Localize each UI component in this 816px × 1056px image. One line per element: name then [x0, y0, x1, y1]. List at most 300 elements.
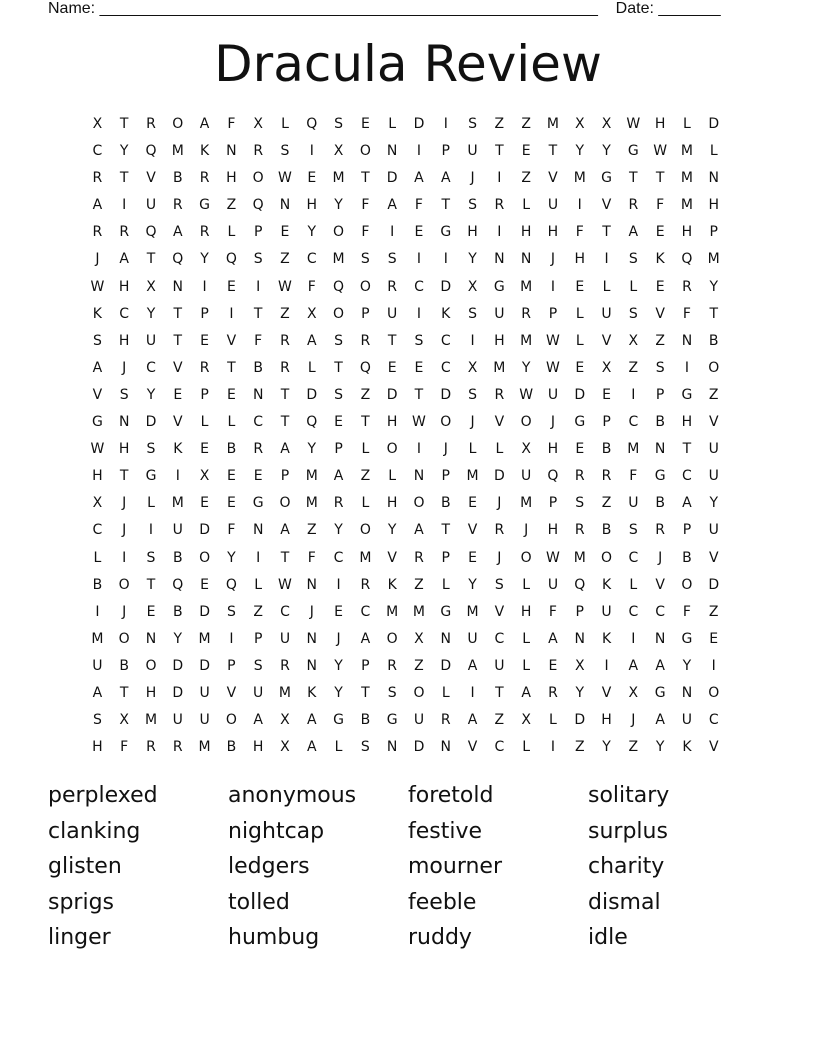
- grid-letter: I: [416, 251, 422, 268]
- grid-letter: V: [601, 197, 612, 214]
- grid-letter: J: [524, 522, 529, 539]
- grid-letter: R: [333, 495, 344, 512]
- grid-letter: C: [146, 359, 156, 376]
- grid-letter: D: [306, 386, 318, 403]
- grid-letter: Z: [521, 170, 531, 187]
- grid-letter: N: [440, 630, 451, 647]
- grid-letter: M: [144, 712, 158, 729]
- grid-letter: C: [440, 332, 451, 349]
- grid-letter: I: [229, 630, 234, 647]
- grid-letter: P: [334, 441, 343, 458]
- grid-letter: R: [172, 739, 183, 756]
- grid-letter: T: [280, 414, 290, 431]
- grid-letter: W: [412, 414, 426, 431]
- grid-letter: X: [601, 359, 612, 376]
- grid-letter: F: [575, 224, 584, 241]
- grid-letter: O: [359, 143, 371, 160]
- grid-letter: S: [253, 251, 263, 268]
- grid-letter: I: [550, 278, 556, 295]
- grid-letter: N: [494, 251, 505, 268]
- grid-letter: L: [200, 414, 209, 431]
- grid-letter: D: [440, 657, 452, 674]
- grid-letter: F: [682, 603, 691, 620]
- grid-letter: Y: [307, 441, 317, 458]
- grid-letter: D: [440, 278, 452, 295]
- grid-letter: W: [626, 116, 641, 132]
- grid-letter: O: [413, 495, 425, 512]
- word-bank-item: linger: [48, 925, 111, 950]
- grid-letter: O: [333, 305, 345, 322]
- grid-letter: C: [682, 468, 692, 485]
- grid-letter: C: [92, 522, 103, 539]
- grid-letter: I: [684, 359, 689, 376]
- grid-letter: C: [119, 305, 130, 322]
- grid-letter: V: [708, 414, 719, 431]
- grid-letter: J: [122, 603, 127, 620]
- grid-letter: T: [495, 143, 504, 160]
- grid-letter: C: [494, 630, 505, 647]
- grid-letter: X: [467, 359, 478, 376]
- grid-letter: F: [254, 332, 263, 349]
- grid-letter: J: [122, 359, 127, 376]
- grid-letter: M: [305, 495, 318, 512]
- grid-letter: F: [414, 197, 423, 214]
- grid-letter: D: [708, 576, 720, 593]
- grid-letter: B: [655, 495, 665, 512]
- grid-letter: L: [602, 278, 611, 295]
- grid-letter: M: [520, 495, 533, 512]
- grid-letter: R: [92, 224, 103, 241]
- word-bank: [48, 780, 768, 958]
- grid-letter: O: [118, 576, 130, 593]
- grid-letter: U: [253, 684, 264, 701]
- grid-letter: C: [708, 712, 719, 729]
- grid-letter: S: [575, 495, 585, 512]
- grid-letter: Y: [682, 657, 692, 674]
- grid-letter: W: [90, 441, 105, 458]
- grid-letter: T: [655, 170, 665, 187]
- grid-letter: M: [171, 143, 184, 160]
- grid-letter: P: [361, 305, 370, 322]
- grid-letter: O: [708, 684, 720, 701]
- grid-letter: Y: [602, 143, 611, 160]
- grid-letter: T: [548, 143, 558, 160]
- grid-letter: P: [548, 305, 558, 322]
- grid-letter: I: [497, 224, 502, 241]
- grid-letter: M: [198, 630, 211, 647]
- word-search-grid: [84, 114, 727, 764]
- grid-letter: N: [574, 630, 585, 647]
- grid-letter: E: [334, 414, 343, 431]
- grid-letter: B: [682, 549, 692, 566]
- grid-letter: F: [307, 278, 316, 295]
- grid-letter: Z: [253, 603, 263, 620]
- grid-letter: O: [279, 495, 291, 512]
- grid-letter: Q: [252, 197, 264, 214]
- grid-letter: E: [575, 359, 585, 376]
- grid-letter: P: [441, 549, 450, 566]
- grid-letter: V: [226, 684, 237, 701]
- grid-letter: M: [278, 684, 292, 701]
- grid-letter: S: [387, 684, 397, 701]
- grid-letter: X: [467, 278, 478, 295]
- grid-letter: B: [708, 332, 719, 349]
- grid-letter: I: [390, 224, 395, 241]
- grid-letter: N: [386, 739, 398, 756]
- grid-letter: J: [497, 549, 502, 566]
- grid-letter: O: [333, 224, 345, 241]
- grid-letter: N: [306, 630, 318, 647]
- word-bank-item: festive: [408, 818, 483, 844]
- grid-letter: H: [547, 441, 559, 458]
- grid-letter: S: [468, 305, 477, 322]
- grid-letter: C: [655, 603, 666, 620]
- grid-letter: W: [278, 576, 292, 593]
- grid-letter: R: [280, 359, 290, 376]
- grid-letter: T: [173, 305, 183, 322]
- grid-letter: H: [654, 116, 666, 132]
- grid-letter: R: [119, 224, 130, 241]
- grid-letter: G: [440, 603, 452, 620]
- grid-letter: T: [119, 116, 129, 132]
- grid-letter: C: [253, 414, 264, 431]
- grid-letter: M: [386, 603, 399, 620]
- grid-letter: L: [441, 684, 450, 701]
- grid-letter: P: [575, 603, 584, 620]
- grid-letter: Q: [225, 251, 237, 268]
- grid-letter: C: [280, 603, 290, 620]
- grid-letter: E: [575, 441, 585, 458]
- word-bank-item: solitary: [588, 783, 670, 808]
- grid-letter: Y: [334, 684, 343, 701]
- grid-letter: T: [361, 684, 370, 701]
- grid-letter: F: [656, 197, 665, 214]
- grid-letter: I: [309, 143, 314, 160]
- grid-letter: H: [708, 197, 719, 214]
- grid-letter: T: [227, 359, 236, 376]
- grid-letter: P: [709, 224, 718, 241]
- grid-letter: S: [146, 549, 156, 566]
- grid-letter: J: [336, 630, 341, 647]
- grid-letter: H: [547, 224, 559, 241]
- grid-letter: R: [414, 549, 424, 566]
- grid-letter: K: [92, 305, 102, 322]
- grid-letter: E: [226, 386, 236, 403]
- grid-letter: R: [360, 332, 371, 349]
- grid-letter: S: [226, 603, 236, 620]
- grid-letter: J: [497, 495, 502, 512]
- grid-letter: Z: [280, 251, 290, 268]
- grid-letter: Z: [414, 576, 424, 593]
- grid-letter: L: [522, 739, 531, 756]
- grid-letter: A: [360, 630, 371, 647]
- grid-letter: S: [280, 143, 290, 160]
- grid-letter: J: [470, 414, 475, 431]
- grid-letter: Z: [521, 116, 531, 132]
- grid-letter: E: [387, 359, 397, 376]
- grid-letter: Q: [333, 278, 345, 295]
- grid-letter: W: [519, 386, 534, 403]
- grid-letter: M: [680, 143, 693, 160]
- grid-letter: Y: [200, 251, 209, 268]
- grid-letter: T: [629, 170, 638, 187]
- grid-letter: V: [708, 739, 719, 756]
- word-bank-item: clanking: [48, 818, 141, 844]
- grid-letter: F: [307, 549, 316, 566]
- grid-letter: N: [252, 386, 264, 403]
- grid-letter: R: [387, 278, 398, 295]
- grid-letter: M: [573, 170, 586, 187]
- grid-letter: P: [441, 468, 450, 485]
- grid-letter: L: [495, 441, 504, 458]
- grid-letter: J: [470, 170, 475, 187]
- grid-letter: Z: [708, 603, 719, 620]
- grid-letter: R: [494, 197, 505, 214]
- grid-letter: M: [171, 495, 184, 512]
- grid-letter: I: [256, 549, 261, 566]
- grid-letter: J: [443, 441, 448, 458]
- grid-letter: U: [628, 495, 639, 512]
- grid-letter: M: [680, 170, 693, 187]
- grid-letter: E: [575, 278, 585, 295]
- grid-letter: V: [92, 386, 103, 403]
- grid-letter: S: [253, 657, 263, 674]
- grid-letter: E: [226, 468, 236, 485]
- grid-letter: M: [493, 359, 506, 376]
- grid-letter: O: [601, 549, 613, 566]
- grid-letter: O: [681, 576, 693, 593]
- grid-letter: D: [199, 603, 210, 620]
- grid-letter: I: [577, 197, 582, 214]
- grid-letter: U: [387, 305, 398, 322]
- grid-letter: R: [655, 522, 665, 539]
- grid-letter: M: [573, 549, 586, 566]
- grid-letter: P: [602, 414, 611, 431]
- grid-letter: U: [467, 143, 478, 160]
- grid-letter: Q: [145, 143, 157, 160]
- grid-letter: T: [682, 441, 692, 458]
- grid-letter: H: [574, 251, 585, 268]
- grid-letter: I: [631, 386, 636, 403]
- grid-letter: A: [92, 359, 103, 376]
- grid-letter: S: [494, 576, 504, 593]
- grid-letter: P: [200, 305, 209, 322]
- grid-letter: P: [655, 386, 665, 403]
- grid-letter: L: [388, 116, 397, 132]
- grid-letter: D: [145, 414, 157, 431]
- grid-letter: H: [306, 197, 318, 214]
- grid-letter: A: [173, 224, 183, 241]
- grid-letter: L: [522, 576, 531, 593]
- grid-letter: E: [360, 116, 370, 132]
- grid-letter: G: [440, 224, 452, 241]
- grid-letter: L: [522, 657, 531, 674]
- grid-letter: G: [386, 712, 398, 729]
- grid-letter: D: [708, 116, 720, 132]
- grid-letter: L: [549, 712, 557, 729]
- grid-letter: N: [654, 630, 666, 647]
- grid-letter: T: [441, 522, 451, 539]
- grid-letter: U: [199, 684, 210, 701]
- grid-letter: N: [681, 684, 693, 701]
- grid-letter: S: [119, 386, 129, 403]
- grid-letter: U: [92, 657, 103, 674]
- grid-letter: D: [199, 522, 210, 539]
- grid-letter: T: [119, 468, 129, 485]
- grid-letter: L: [683, 116, 691, 132]
- grid-letter: I: [497, 170, 502, 187]
- word-bank-item: tolled: [228, 889, 290, 915]
- grid-letter: Z: [360, 468, 371, 485]
- grid-letter: R: [548, 684, 558, 701]
- grid-letter: T: [361, 414, 370, 431]
- grid-letter: T: [361, 170, 370, 187]
- grid-letter: B: [253, 359, 263, 376]
- grid-letter: J: [309, 603, 314, 620]
- grid-letter: N: [654, 441, 666, 458]
- grid-letter: N: [118, 414, 130, 431]
- grid-letter: R: [199, 359, 210, 376]
- grid-letter: R: [92, 170, 103, 187]
- grid-letter: S: [655, 359, 665, 376]
- word-bank-item: humbug: [228, 925, 320, 950]
- grid-letter: U: [172, 712, 183, 729]
- grid-letter: T: [387, 332, 397, 349]
- grid-letter: H: [92, 468, 103, 485]
- grid-letter: C: [494, 739, 505, 756]
- grid-letter: A: [628, 224, 639, 241]
- grid-letter: X: [280, 712, 290, 729]
- grid-letter: A: [387, 197, 397, 214]
- grid-letter: M: [412, 603, 425, 620]
- grid-letter: Q: [172, 251, 184, 268]
- grid-letter: S: [334, 116, 344, 132]
- grid-letter: M: [466, 468, 479, 485]
- grid-letter: F: [361, 224, 370, 241]
- grid-letter: R: [440, 712, 451, 729]
- grid-letter: S: [414, 332, 424, 349]
- grid-letter: O: [386, 441, 398, 458]
- grid-letter: L: [629, 278, 638, 295]
- grid-letter: L: [227, 224, 236, 241]
- grid-letter: A: [280, 441, 290, 458]
- grid-letter: U: [413, 712, 425, 729]
- grid-letter: N: [708, 170, 719, 187]
- grid-letter: U: [494, 305, 505, 322]
- grid-letter: Z: [628, 359, 639, 376]
- grid-letter: K: [307, 684, 317, 701]
- grid-letter: A: [655, 657, 665, 674]
- grid-letter: O: [252, 170, 264, 187]
- grid-letter: A: [682, 495, 692, 512]
- grid-letter: R: [494, 522, 505, 539]
- grid-letter: Z: [306, 522, 317, 539]
- grid-letter: E: [414, 359, 424, 376]
- grid-letter: H: [520, 603, 532, 620]
- grid-letter: X: [333, 143, 344, 160]
- word-bank-item: perplexed: [48, 783, 158, 808]
- grid-letter: I: [416, 143, 422, 160]
- grid-letter: K: [601, 630, 612, 647]
- grid-letter: E: [655, 278, 665, 295]
- grid-letter: Z: [655, 332, 665, 349]
- grid-letter: X: [521, 441, 531, 458]
- grid-letter: V: [548, 170, 558, 187]
- grid-letter: R: [601, 468, 612, 485]
- grid-letter: U: [547, 197, 559, 214]
- word-bank-item: ledgers: [228, 854, 310, 879]
- grid-letter: W: [546, 549, 560, 566]
- grid-letter: C: [628, 414, 639, 431]
- grid-letter: R: [280, 332, 290, 349]
- grid-letter: L: [334, 739, 343, 756]
- grid-letter: O: [199, 549, 211, 566]
- grid-letter: L: [281, 116, 289, 132]
- grid-letter: L: [441, 576, 450, 593]
- grid-letter: I: [443, 116, 448, 132]
- grid-letter: E: [200, 441, 210, 458]
- grid-letter: N: [172, 278, 184, 295]
- grid-letter: P: [441, 143, 450, 160]
- grid-letter: G: [199, 197, 211, 214]
- grid-letter: J: [550, 251, 556, 268]
- grid-letter: G: [654, 684, 666, 701]
- grid-letter: O: [520, 414, 532, 431]
- grid-letter: I: [443, 251, 448, 268]
- grid-letter: Z: [494, 712, 505, 729]
- grid-letter: Y: [146, 386, 156, 403]
- grid-letter: H: [520, 224, 532, 241]
- grid-letter: I: [416, 305, 422, 322]
- grid-letter: H: [681, 224, 693, 241]
- grid-letter: V: [601, 684, 612, 701]
- word-bank-item: foretold: [408, 783, 494, 808]
- grid-letter: H: [547, 522, 559, 539]
- grid-letter: U: [521, 468, 532, 485]
- grid-letter: B: [655, 414, 665, 431]
- grid-letter: I: [416, 441, 422, 458]
- grid-letter: E: [200, 332, 210, 349]
- grid-letter: I: [470, 332, 475, 349]
- grid-letter: E: [655, 224, 665, 241]
- grid-letter: Q: [306, 116, 318, 132]
- grid-letter: I: [202, 278, 207, 295]
- grid-letter: H: [467, 224, 478, 241]
- grid-letter: O: [440, 414, 452, 431]
- grid-letter: X: [119, 712, 129, 729]
- grid-letter: M: [198, 739, 211, 756]
- grid-letter: E: [334, 603, 343, 620]
- grid-letter: V: [494, 603, 505, 620]
- grid-letter: N: [145, 630, 157, 647]
- grid-letter: H: [494, 332, 505, 349]
- word-bank-item: sprigs: [48, 889, 115, 915]
- grid-letter: R: [574, 522, 585, 539]
- grid-letter: J: [122, 495, 127, 512]
- grid-letter: X: [628, 332, 639, 349]
- grid-letter: R: [280, 657, 290, 674]
- grid-letter: I: [122, 197, 127, 214]
- grid-letter: E: [200, 576, 210, 593]
- grid-letter: F: [682, 305, 691, 322]
- grid-letter: C: [360, 603, 371, 620]
- word-bank-item: ruddy: [408, 925, 472, 950]
- grid-letter: X: [601, 116, 612, 132]
- grid-letter: E: [414, 224, 424, 241]
- grid-letter: V: [173, 414, 183, 431]
- grid-letter: E: [200, 495, 210, 512]
- grid-letter: B: [172, 603, 183, 620]
